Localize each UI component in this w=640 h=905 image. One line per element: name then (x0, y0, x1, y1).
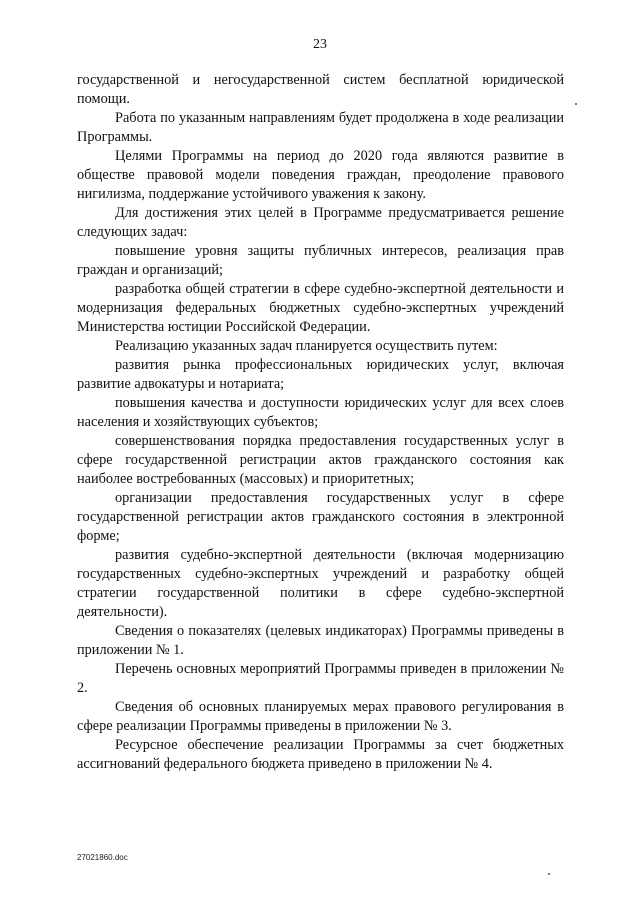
paragraph-continuation: государственной и негосударственной систем бесплатной юридической помощи. (77, 72, 564, 107)
paragraph: Перечень основных мероприятий Программы приведен в приложении № 2. (77, 661, 564, 696)
paragraph: Сведения об основных планируемых мерах правового регулирования в сфере реализации Программы приведены в приложении № 3. (77, 699, 564, 734)
scan-speck (575, 103, 577, 105)
method-item: повышения качества и доступности юридических услуг для всех слоев населения и хозяйствующих субъектов; (77, 395, 564, 430)
method-item: развития судебно-экспертной деятельности (включая модернизацию государственных судебно-экспертных учреждений и разработку общей стратегии государственной политики в сфере судебно-экспертной деятельности). (77, 547, 564, 620)
paragraph: Для достижения этих целей в Программе предусматривается решение следующих задач: (77, 205, 564, 240)
paragraph: Сведения о показателях (целевых индикаторах) Программы приведены в приложении № 1. (77, 623, 564, 658)
document-body (77, 71, 564, 774)
scan-speck (548, 873, 550, 875)
paragraph: Работа по указанным направлениям будет продолжена в ходе реализации Программы. (77, 110, 564, 145)
footer-filename: 27021860.doc (77, 853, 128, 862)
task-item: повышение уровня защиты публичных интересов, реализация прав граждан и организаций; (77, 243, 564, 278)
method-item: развития рынка профессиональных юридических услуг, включая развитие адвокатуры и нотариата; (77, 357, 564, 392)
paragraph: Реализацию указанных задач планируется осуществить путем: (115, 338, 498, 354)
method-item: совершенствования порядка предоставления государственных услуг в сфере государственной регистрации актов гражданского состояния как наиболее востребованных (массовых) и приоритетных; (77, 433, 564, 487)
paragraph: Целями Программы на период до 2020 года являются развитие в обществе правовой модели поведения граждан, преодоление правового нигилизма, поддержание устойчивого уважения к закону. (77, 148, 564, 202)
paragraph: Ресурсное обеспечение реализации Программы за счет бюджетных ассигнований федерального бюджета приведено в приложении № 4. (77, 737, 564, 772)
method-item: организации предоставления государственных услуг в сфере государственной регистрации актов гражданского состояния в электронной форме; (77, 490, 564, 544)
task-item: разработка общей стратегии в сфере судебно-экспертной деятельности и модернизация федеральных бюджетных судебно-экспертных учреждений Министерства юстиции Российской Федерации. (77, 281, 564, 335)
page-number: 23 (313, 37, 327, 52)
